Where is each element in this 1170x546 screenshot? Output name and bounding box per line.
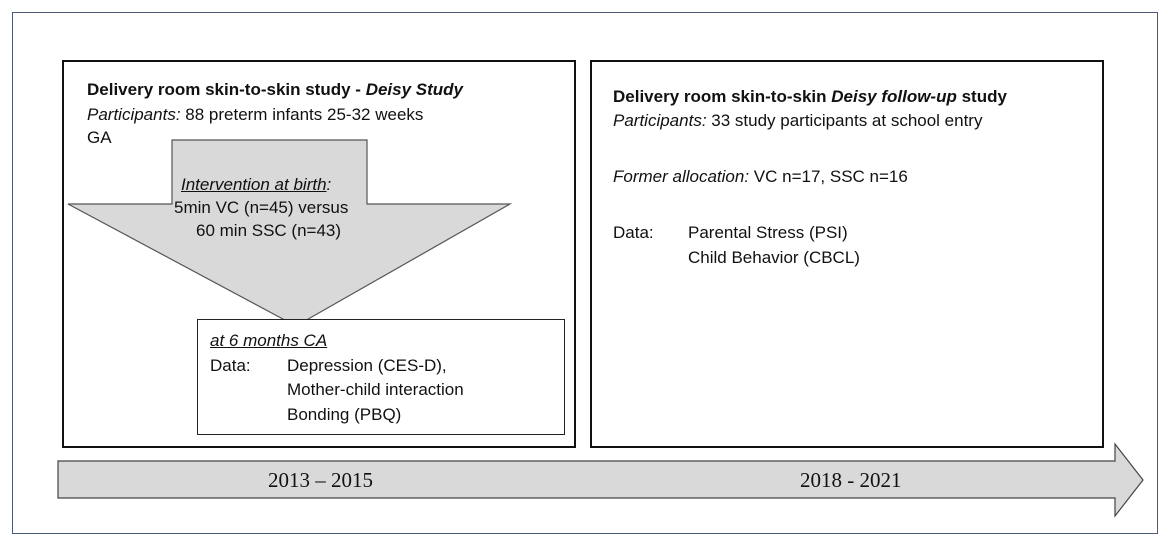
right-participants [613,110,982,132]
right-data-label: Data: [613,223,654,242]
left-study-title [87,79,463,101]
timeline-period-2: 2018 - 2021 [800,468,902,492]
left-participants [87,104,423,126]
right-study-title [613,86,1007,108]
right-participants-label: Participants: [613,111,707,130]
right-title-plain2: study [956,87,1007,106]
right-allocation-text: VC n=17, SSC n=16 [749,167,908,186]
followup-item: Bonding (PBQ) [287,405,402,424]
left-participants-text: 88 preterm infants 25-32 weeks [180,105,424,124]
right-data-item: Child Behavior (CBCL) [688,248,860,267]
right-allocation [613,166,908,188]
right-title-plain1: Delivery room skin-to-skin [613,87,832,106]
intervention-heading-text: Intervention at birth [181,175,327,194]
right-participants-text: 33 study participants at school entry [706,111,983,130]
timeline-arrow [55,440,1147,520]
left-participants-text2: GA [87,128,112,147]
followup-item: Depression (CES-D), [287,356,447,375]
timeline-period-1: 2013 – 2015 [268,468,373,492]
followup-item: Mother-child interaction [287,380,464,399]
intervention-heading [181,174,331,196]
intervention-line2: 60 min SSC (n=43) [196,221,342,240]
left-participants-label: Participants: [87,105,181,124]
left-title-plain: Delivery room skin-to-skin study - [87,80,366,99]
intervention-line1: 5min VC (n=45) versus [174,198,349,217]
right-title-italic: Deisy follow-up [831,87,957,106]
followup-heading: at 6 months CA [210,331,328,350]
right-allocation-label: Former allocation: [613,167,750,186]
followup-data-label: Data: [210,356,251,375]
right-data-item: Parental Stress (PSI) [688,223,848,242]
left-title-italic: Deisy Study [365,80,463,99]
intervention-heading-suffix: : [326,175,332,194]
